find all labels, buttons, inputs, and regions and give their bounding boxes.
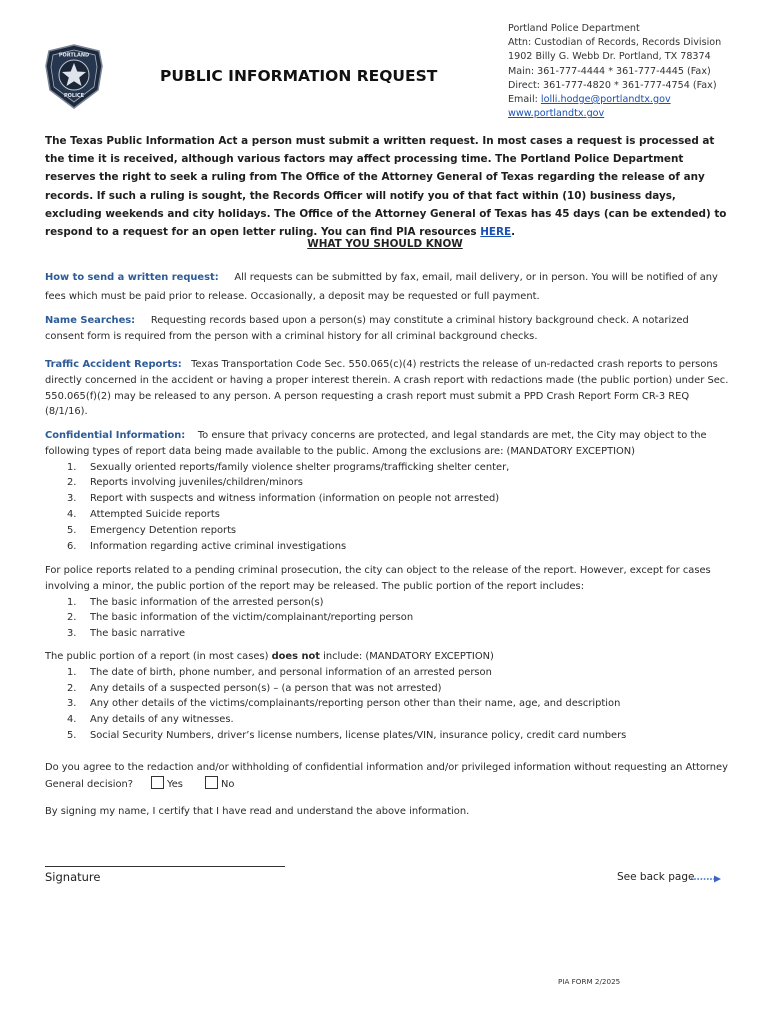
- yes-checkbox[interactable]: [151, 776, 164, 789]
- address-line: 1902 Billy G. Webb Dr. Portland, TX 78374: [508, 51, 711, 63]
- traffic-accident-label: Traffic Accident Reports:: [45, 359, 182, 370]
- list-item: 4. Attempted Suicide reports: [67, 508, 220, 520]
- section-heading: WHAT YOU SHOULD KNOW: [307, 238, 463, 250]
- confidential-text: To ensure that privacy concerns are protected, and legal standards are met, the City may object to the following types of report data being made available to the public. Among the exclusions are: (MANDATORY EXCEPTION): [45, 430, 707, 457]
- list-item: 1. Sexually oriented reports/family violence shelter programs/trafficking shelter center,: [67, 461, 510, 473]
- question-text: Do you agree to the redaction and/or withholding of confidential information and/or privileged information without requesting an Attorney General decision?: [45, 762, 728, 790]
- redaction-question: [45, 760, 729, 793]
- list-item: 3. Any other details of the victims/complainants/reporting person other than their name, age, and description: [67, 698, 621, 710]
- yes-label: Yes: [167, 778, 183, 790]
- written-request-label: How to send a written request:: [45, 272, 219, 283]
- confidential-section: [45, 428, 729, 554]
- portland-police-badge-logo: [44, 44, 104, 110]
- no-label: No: [220, 778, 235, 790]
- contact-block: [508, 22, 721, 121]
- form-number: PIA FORM 2/2025: [558, 977, 621, 986]
- traffic-accident-section: [45, 357, 729, 420]
- list-item: 2. Any details of a suspected person(s) – (a person that was not arrested): [67, 682, 442, 694]
- list-item: 1. The date of birth, phone number, and personal information of an arrested person: [67, 666, 492, 678]
- no-checkbox[interactable]: [205, 776, 218, 789]
- certify-statement: By signing my name, I certify that I have read and understand the above information.: [45, 806, 470, 817]
- does-not-emphasis: does not: [271, 651, 320, 662]
- name-searches-label: Name Searches:: [45, 315, 136, 326]
- list-item: 5. Emergency Detention reports: [67, 524, 237, 536]
- list-item: 2. Reports involving juveniles/children/minors: [67, 477, 303, 489]
- email-link[interactable]: lolli.hodge@portlandtx.gov: [540, 94, 671, 106]
- written-request-section: [45, 268, 729, 306]
- list-item: 2. The basic information of the victim/complainant/reporting person: [67, 612, 414, 624]
- email-line: [508, 93, 721, 107]
- list-item: 1. The basic information of the arrested person(s): [67, 596, 324, 608]
- see-back-page-label: See back page: [617, 871, 695, 883]
- email-label: Email:: [508, 94, 541, 106]
- name-searches-section: [45, 313, 729, 345]
- attention-line: Attn: Custodian of Records, Records Division: [508, 37, 722, 49]
- list-item: 6. Information regarding active criminal investigations: [67, 540, 347, 552]
- list-item: 4. Any details of any witnesses.: [67, 714, 234, 726]
- list-item: 3. The basic narrative: [67, 628, 186, 640]
- public-portion-section: The public portion of a report (in most cases) does not include: (MANDATORY EXCEPTION) 1. The date of birth, phone number, and personal information of an arrested person 2. Any details of a suspected person(s) – (a person that was not arrested) 3. Any other details of the victims/complainants/reporting person other than their name, age, and description 4. Any details of any witnesses. 5. Social Security Numbers, driver’s license numbers, license plates/VIN, insurance policy, credit card numbers: [45, 649, 729, 744]
- intro-end: .: [511, 226, 516, 239]
- intro-paragraph: [45, 132, 727, 241]
- traffic-accident-text: Texas Transportation Code Sec. 550.065(c)(4) restricts the release of un-redacted crash reports to persons directly concerned in the accident or having a proper interest therein. A crash report with redactions made (the public portion) under Sec. 550.065(f)(2) may be released to any person. A person requesting a crash report must submit a PPD Crash Report Form CR-3 REQ (8/1/16).: [45, 359, 729, 418]
- signature-label: Signature: [45, 870, 101, 884]
- signature-line[interactable]: [45, 866, 285, 867]
- public-portion-excludes-list: [45, 665, 729, 744]
- exclusions-list: [45, 460, 729, 555]
- public-portion-includes-list: [45, 595, 729, 642]
- page-title: PUBLIC INFORMATION REQUEST: [160, 67, 438, 85]
- pia-resources-link[interactable]: HERE: [480, 226, 512, 239]
- name-searches-text: Requesting records based upon a person(s) may constitute a criminal history background check. A notarized consent form is required from the person with a criminal history for all criminal background checks.: [45, 315, 689, 342]
- intro-text: The Texas Public Information Act a person must submit a written request. In most cases a request is processed at the time it is received, although various factors may affect processing time. The Portland Police Department reserves the right to seek a ruling from The Office of the Attorney General of Texas regarding the release of any records. If such a ruling is sought, the Records Officer will notify you of that fact within (10) business days, excluding weekends and city holidays. The Office of the Attorney General of Texas has 45 days (can be extended) to respond to a request for an open letter ruling. You can find PIA resources: [45, 135, 727, 239]
- dotted-arrow-right-icon: [691, 874, 721, 884]
- police-reports-section: [45, 563, 729, 642]
- direct-phone-line: Direct: 361-777-4820 * 361-777-4754 (Fax): [508, 79, 717, 91]
- list-item: 5. Social Security Numbers, driver’s license numbers, license plates/VIN, insurance policy, credit card numbers: [67, 729, 627, 741]
- police-reports-text: For police reports related to a pending criminal prosecution, the city can object to the release of the report. However, except for cases involving a minor, the public portion of the report may be released. The public portion of the report includes:: [45, 565, 711, 592]
- svg-text:PORTLAND: PORTLAND: [58, 52, 90, 59]
- list-item: 3. Report with suspects and witness information (information on people not arrested): [67, 493, 500, 505]
- svg-text:POLICE: POLICE: [63, 93, 85, 99]
- written-request-text: All requests can be submitted by fax, email, mail delivery, or in person. You will be notified of any fees which must be paid prior to release. Occasionally, a deposit may be requested or full payment.: [45, 272, 718, 302]
- confidential-label: Confidential Information:: [45, 430, 186, 441]
- department-name: Portland Police Department: [508, 23, 640, 34]
- website-link[interactable]: www.portlandtx.gov: [508, 108, 605, 120]
- main-phone-line: Main: 361-777-4444 * 361-777-4445 (Fax): [508, 65, 711, 77]
